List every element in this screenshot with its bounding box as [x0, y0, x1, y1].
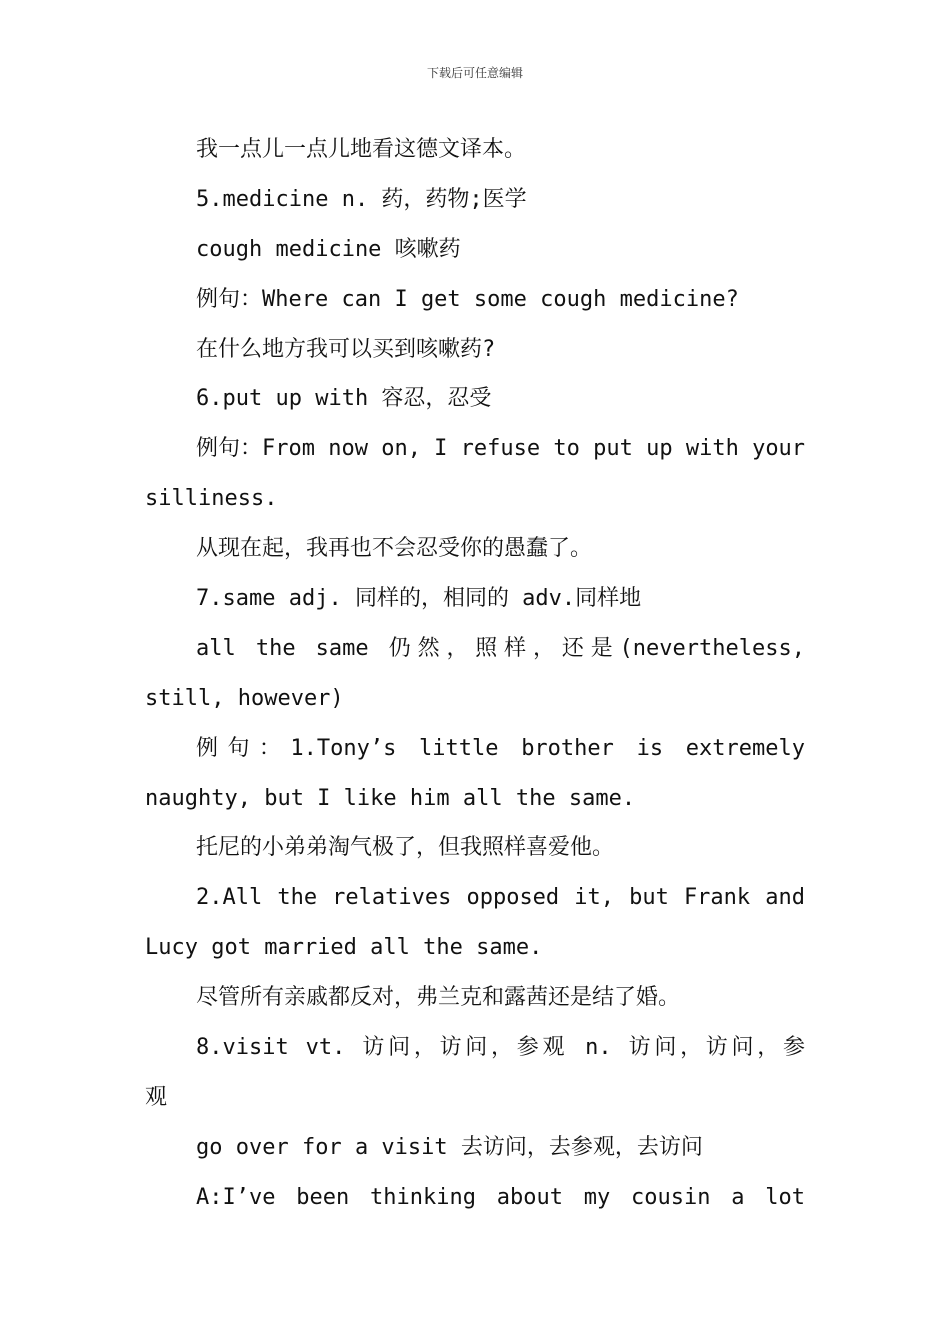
text-line: 7.same adj. 同样的，相同的 adv.同样地 [196, 586, 642, 612]
text-line: 我一点儿一点儿地看这德文译本。 [196, 137, 527, 162]
text-line: 托尼的小弟弟淘气极了，但我照样喜爱他。 [196, 835, 615, 861]
text-line: 在什么地方我可以买到咳嗽药? [196, 336, 496, 362]
document-body [145, 125, 805, 1223]
page-header: 下载后可任意编辑 [426, 66, 523, 80]
text-line: 2.All the relatives opposed it, but Frank and [196, 885, 805, 911]
text-line: silliness. [145, 486, 278, 512]
text-line: 例句：1.Tony’s little brother is extremely [196, 735, 805, 761]
text-line: 6.put up with 容忍，忍受 [196, 386, 492, 412]
text-line: 观 [145, 1084, 168, 1110]
text-line: go over for a visit 去访问，去参观，去访问 [196, 1134, 703, 1160]
text-line: 例句：From now on, I refuse to put up with your [196, 436, 805, 462]
text-line: 8.visit vt. 访问，访问，参观 n. 访问，访问，参 [196, 1035, 805, 1061]
text-line: Lucy got married all the same. [145, 935, 543, 961]
text-line: all the same 仍然，照样，还是(nevertheless, [196, 635, 805, 661]
text-line: naughty, but I like him all the same. [145, 785, 636, 811]
text-line: 例句：Where can I get some cough medicine? [196, 286, 739, 312]
text-line: 从现在起，我再也不会忍受你的愚蠢了。 [196, 536, 593, 562]
text-line: 5.medicine n. 药，药物;医学 [196, 186, 527, 212]
text-line: cough medicine 咳嗽药 [196, 236, 461, 262]
text-line: still, however) [145, 685, 344, 711]
text-line: A:I’ve been thinking about my cousin a lot [196, 1184, 805, 1210]
text-line: 尽管所有亲戚都反对，弗兰克和露茜还是结了婚。 [196, 985, 681, 1011]
